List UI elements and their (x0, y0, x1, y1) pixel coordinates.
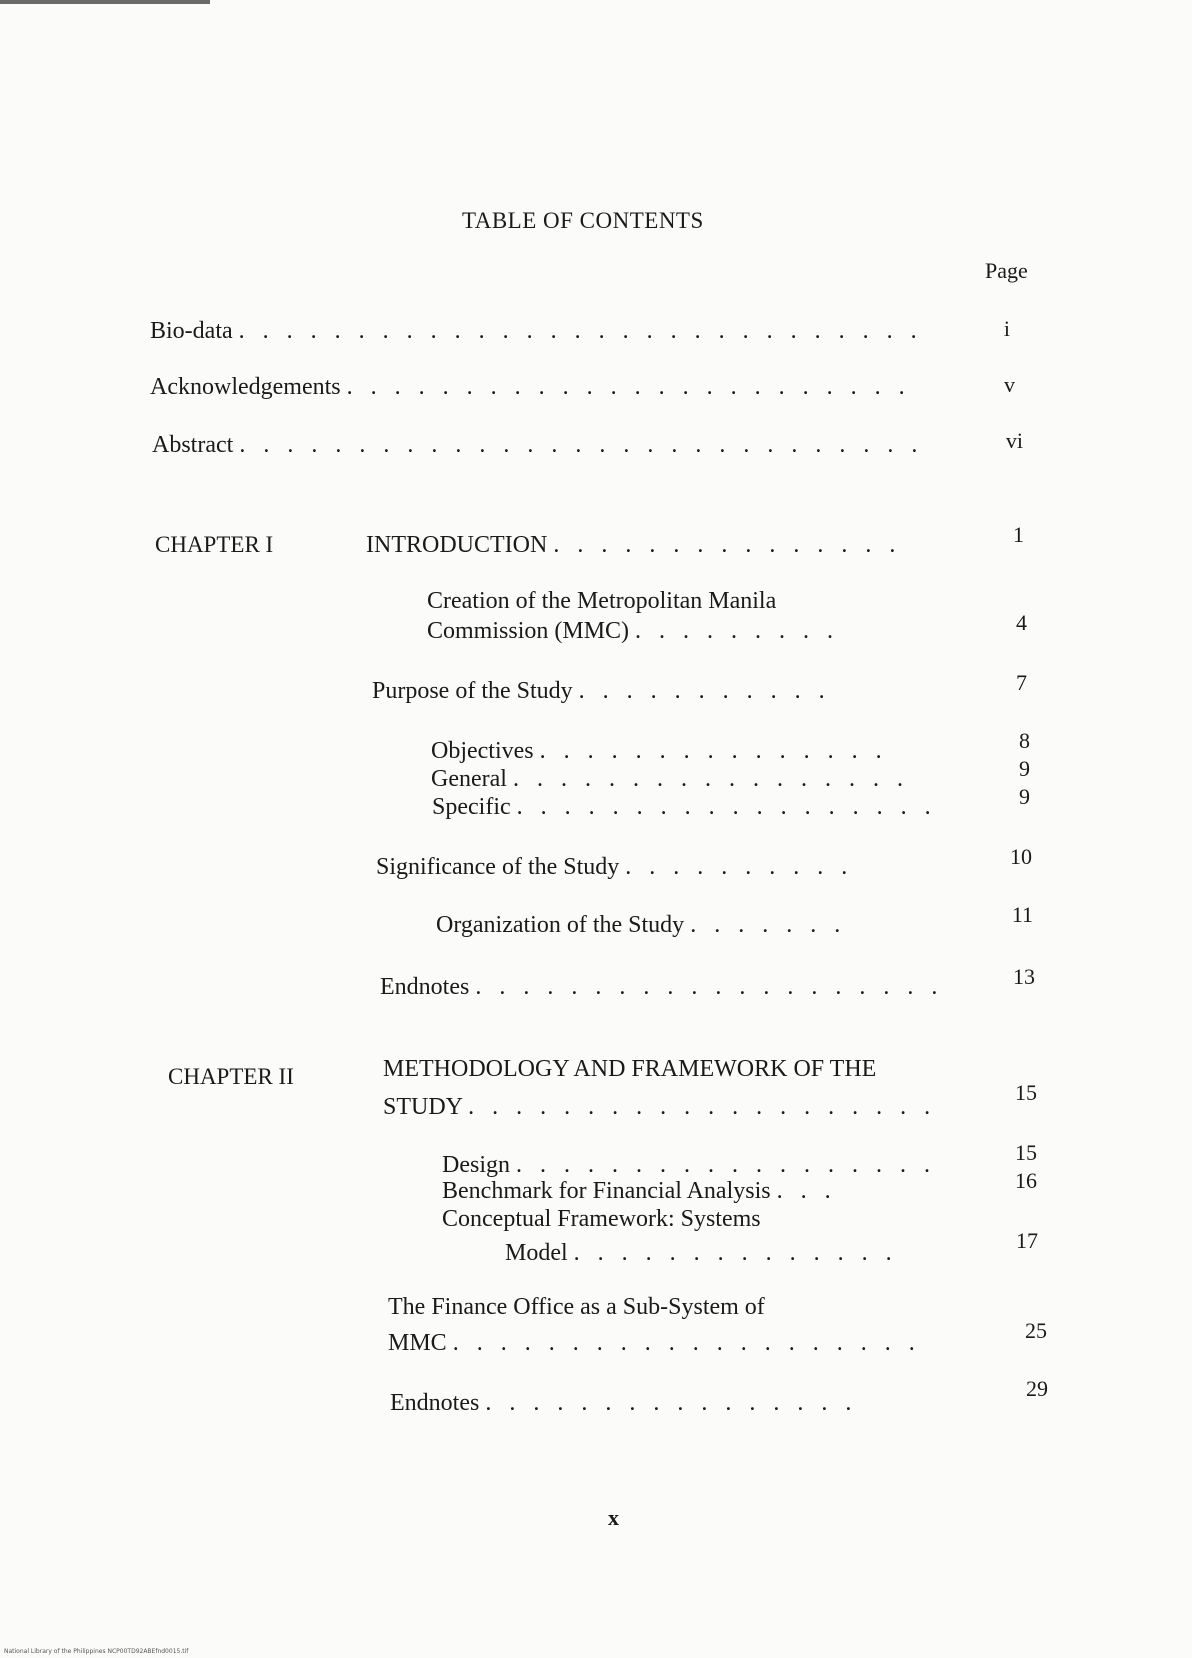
toc-entry-endnotes-2 (390, 1390, 857, 1417)
leader-dots: . . . . . . . . . . . . . . . (539, 738, 888, 764)
page-number-footer: x (608, 1505, 619, 1530)
toc-entry-label: Commission (MMC) (427, 618, 630, 644)
toc-page-number: 8 (1019, 728, 1030, 753)
leader-dots: . . . . . . . . . . . . . . (573, 1240, 898, 1266)
toc-entry-label: Acknowledgements (150, 374, 341, 400)
scan-edge-rule (0, 0, 210, 4)
chapter-label: CHAPTER I (155, 532, 274, 557)
toc-entry-label: Abstract (152, 432, 234, 458)
toc-entry-conceptual-line1: Conceptual Framework: Systems (442, 1206, 761, 1232)
leader-dots: . . . . . . . . . . . . . . . . . . (516, 1152, 936, 1178)
leader-dots: . . . . . . . (690, 912, 847, 938)
leader-dots: . . . . . . . . . . . . . . . . . . . . (468, 1094, 937, 1120)
toc-page-number: 29 (1026, 1376, 1048, 1401)
toc-entry-methodology-line1: METHODOLOGY AND FRAMEWORK OF THE (383, 1056, 877, 1082)
toc-entry-introduction (366, 532, 901, 559)
toc-entry-label: MMC (388, 1330, 447, 1356)
toc-entry-finance (388, 1330, 921, 1357)
toc-entry-label: Significance of the Study (376, 854, 620, 880)
toc-page-number: 9 (1019, 756, 1030, 781)
leader-dots: . . . . . . . . . . . . . . . . . . . . (475, 974, 944, 1000)
toc-entry-general (431, 766, 909, 793)
page-column-header: Page (985, 258, 1028, 283)
toc-entry-label: Endnotes (380, 974, 470, 1000)
toc-page-number: 13 (1013, 964, 1035, 989)
toc-page-number: 16 (1015, 1168, 1037, 1193)
toc-entry-creation-line1: Creation of the Metropolitan Manila (427, 588, 777, 614)
toc-entry-design (442, 1152, 936, 1179)
toc-entry-specific (432, 794, 937, 821)
scan-credit: National Library of the Philippines NCP00TD92ABEfnd0015.tif (4, 1648, 189, 1655)
toc-page-number: i (1003, 316, 1010, 341)
toc-entry-label: Objectives (431, 738, 534, 764)
leader-dots: . . . (776, 1178, 837, 1204)
toc-entry-methodology (383, 1094, 936, 1121)
toc-page-number: 11 (1011, 902, 1033, 927)
toc-page-number: 9 (1019, 784, 1030, 809)
chapter-label: CHAPTER II (168, 1064, 294, 1089)
leader-dots: . . . . . . . . . (635, 618, 840, 644)
leader-dots: . . . . . . . . . . . . . . . . . . (516, 794, 937, 820)
toc-entry-conceptual (505, 1240, 898, 1267)
page-title: TABLE OF CONTENTS (462, 208, 704, 233)
toc-entry-finance-line1: The Finance Office as a Sub-System of (388, 1294, 765, 1320)
leader-dots: . . . . . . . . . . . . . . . . . . . . . . . . . . . . . (238, 318, 923, 344)
toc-entry-label: Purpose of the Study (372, 678, 573, 704)
toc-page-number: 4 (1016, 610, 1027, 635)
toc-page-number: 15 (1015, 1140, 1037, 1165)
toc-entry-biodata (150, 318, 923, 345)
toc-page-number: 10 (1010, 844, 1032, 869)
toc-entry-label: INTRODUCTION (366, 532, 548, 558)
leader-dots: . . . . . . . . . . . . . . . . . . . . . . . . (346, 374, 911, 400)
toc-entry-label: Benchmark for Financial Analysis (442, 1178, 771, 1204)
leader-dots: . . . . . . . . . . . . . . . (553, 532, 902, 558)
toc-entry-objectives (431, 738, 888, 765)
toc-entry-label: Design (442, 1152, 510, 1178)
toc-entry-label: STUDY (383, 1094, 463, 1120)
toc-page-number: 25 (1025, 1318, 1047, 1343)
leader-dots: . . . . . . . . . . . . . . . . . (512, 766, 909, 792)
toc-entry-label: Organization of the Study (436, 912, 685, 938)
toc-page-number: 17 (1016, 1228, 1038, 1253)
leader-dots: . . . . . . . . . . . (578, 678, 831, 704)
toc-page-number: 15 (1015, 1080, 1037, 1105)
toc-page-number: vi (1005, 428, 1023, 453)
toc-entry-label: Specific (432, 794, 511, 820)
toc-page-number: v (1004, 372, 1015, 397)
toc-entry-acknowledgements (150, 374, 911, 401)
toc-entry-label: General (431, 766, 507, 792)
toc-entry-significance (376, 854, 853, 881)
toc-entry-creation (427, 618, 839, 645)
leader-dots: . . . . . . . . . . . . . . . . . . . . . . . . . . . . . (239, 432, 924, 458)
toc-entry-organization (436, 912, 846, 939)
toc-entry-label: Endnotes (390, 1390, 480, 1416)
leader-dots: . . . . . . . . . . . . . . . . (485, 1390, 858, 1416)
toc-page-number: 7 (1016, 670, 1027, 695)
toc-entry-benchmark (442, 1178, 837, 1205)
toc-entry-label: Model (505, 1240, 568, 1266)
toc-entry-label: Bio-data (150, 318, 233, 344)
leader-dots: . . . . . . . . . . (625, 854, 854, 880)
toc-entry-purpose (372, 678, 831, 705)
toc-entry-abstract (152, 432, 923, 459)
toc-entry-endnotes-1 (380, 974, 943, 1001)
toc-page-number: 1 (1013, 522, 1024, 547)
leader-dots: . . . . . . . . . . . . . . . . . . . . (452, 1330, 921, 1356)
